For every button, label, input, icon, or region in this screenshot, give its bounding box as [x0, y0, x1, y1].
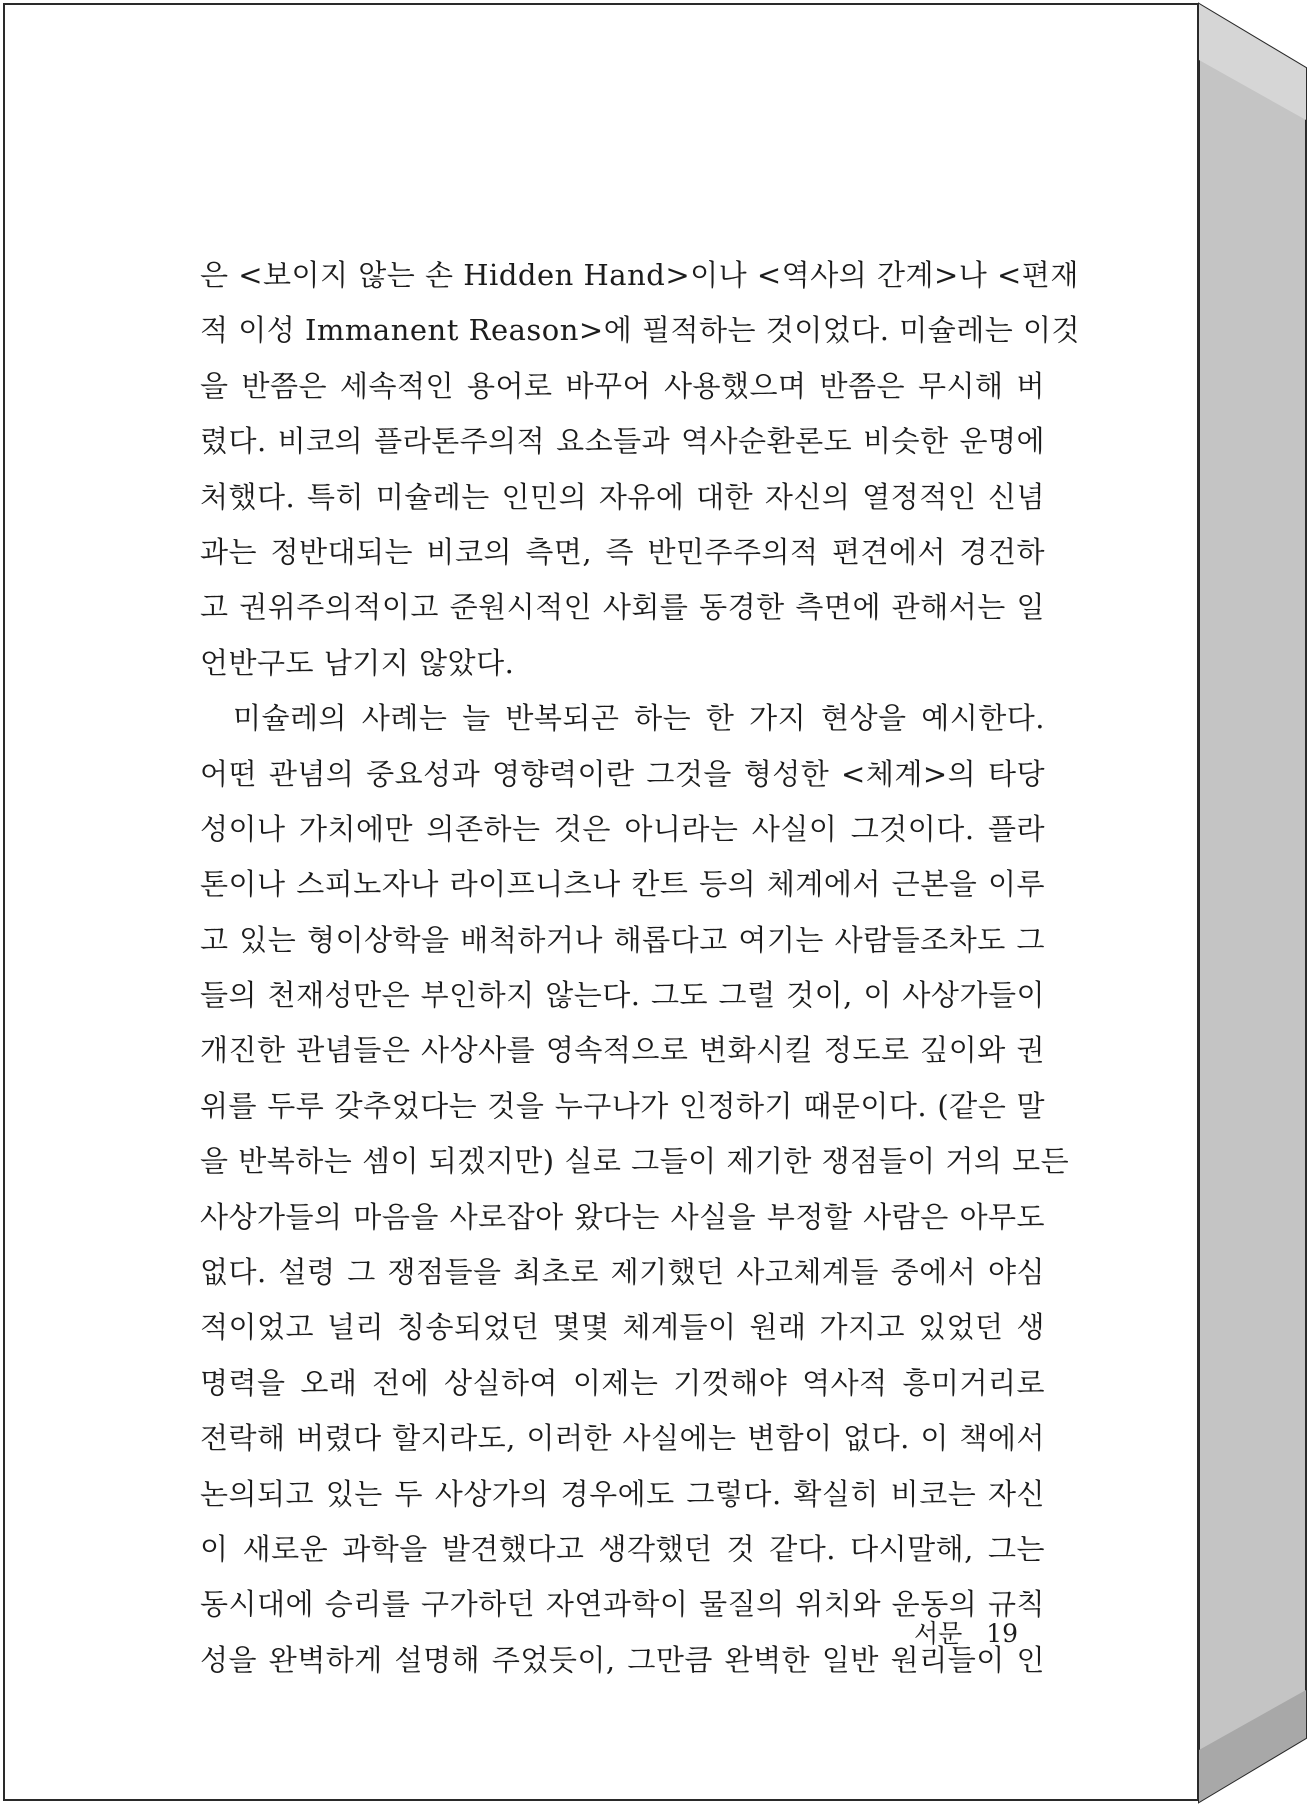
- text-line: 전락해 버렸다 할지라도, 이러한 사실에는 변함이 없다. 이 책에서: [200, 1421, 1045, 1456]
- text-line: 고 권위주의적이고 준원시적인 사회를 동경한 측면에 관해서는 일: [200, 590, 1045, 625]
- page-footer: [914, 1614, 1018, 1650]
- text-line: 톤이나 스피노자나 라이프니츠나 칸트 등의 체계에서 근본을 이루: [200, 867, 1045, 902]
- text-line: 어떤 관념의 중요성과 영향력이란 그것을 형성한 <체계>의 타당: [200, 756, 1045, 791]
- text-line: 성이나 가치에만 의존하는 것은 아니라는 사실이 그것이다. 플라: [200, 811, 1045, 846]
- text-line: 명력을 오래 전에 상실하여 이제는 기껏해야 역사적 흥미거리로: [200, 1365, 1045, 1400]
- text-line: 고 있는 형이상학을 배척하거나 해롭다고 여기는 사람들조차도 그: [200, 922, 1045, 957]
- text-line: 을 반쯤은 세속적인 용어로 바꾸어 사용했으며 반쯤은 무시해 버: [200, 368, 1045, 403]
- text-line: 언반구도 남기지 않았다.: [200, 645, 515, 680]
- text-line: 적 이성 Immanent Reason>에 필적하는 것이었다. 미슐레는 이것: [200, 313, 1081, 348]
- text-line: 을 반복하는 셈이 되겠지만) 실로 그들이 제기한 쟁점들이 거의 모든: [200, 1144, 1070, 1179]
- text-line: 위를 두루 갖추었다는 것을 누구나가 인정하기 때문이다. (같은 말: [200, 1088, 1045, 1123]
- text-line: 과는 정반대되는 비코의 측면, 즉 반민주주의적 편견에서 경건하: [200, 534, 1045, 569]
- text-line: 성을 완벽하게 설명해 주었듯이, 그만큼 완벽한 일반 원리들이 인: [200, 1642, 1045, 1677]
- text-line: 은 <보이지 않는 손 Hidden Hand>이나 <역사의 간계>나 <편재: [200, 258, 1079, 292]
- body-text: [200, 248, 1081, 1688]
- section-title: 서문: [914, 1619, 963, 1648]
- text-line: 이 새로운 과학을 발견했다고 생각했던 것 같다. 다시말해, 그는: [200, 1531, 1045, 1566]
- text-line: 렸다. 비코의 플라톤주의적 요소들과 역사순환론도 비슷한 운명에: [200, 424, 1045, 459]
- paragraph-2: [200, 691, 1070, 1688]
- text-line: 들의 천재성만은 부인하지 않는다. 그도 그럴 것이, 이 사상가들이: [200, 978, 1045, 1013]
- page-number: 19: [986, 1619, 1019, 1648]
- text-line: 논의되고 있는 두 사상가의 경우에도 그렇다. 확실히 비코는 자신: [200, 1476, 1045, 1511]
- text-line: 없다. 설령 그 쟁점들을 최초로 제기했던 사고체계들 중에서 야심: [200, 1255, 1045, 1290]
- text-line: 사상가들의 마음을 사로잡아 왔다는 사실을 부정할 사람은 아무도: [200, 1199, 1045, 1234]
- text-line: 개진한 관념들은 사상사를 영속적으로 변화시킬 정도로 깊이와 권: [200, 1033, 1045, 1068]
- text-line: 미슐레의 사례는 늘 반복되곤 하는 한 가지 현상을 예시한다.: [233, 701, 1045, 736]
- text-line: 처했다. 특히 미슐레는 인민의 자유에 대한 자신의 열정적인 신념: [200, 479, 1045, 514]
- text-line: 적이었고 널리 칭송되었던 몇몇 체계들이 원래 가지고 있었던 생: [200, 1310, 1045, 1345]
- paragraph-1: [200, 248, 1081, 691]
- text-line: 동시대에 승리를 구가하던 자연과학이 물질의 위치와 운동의 규칙: [200, 1587, 1045, 1622]
